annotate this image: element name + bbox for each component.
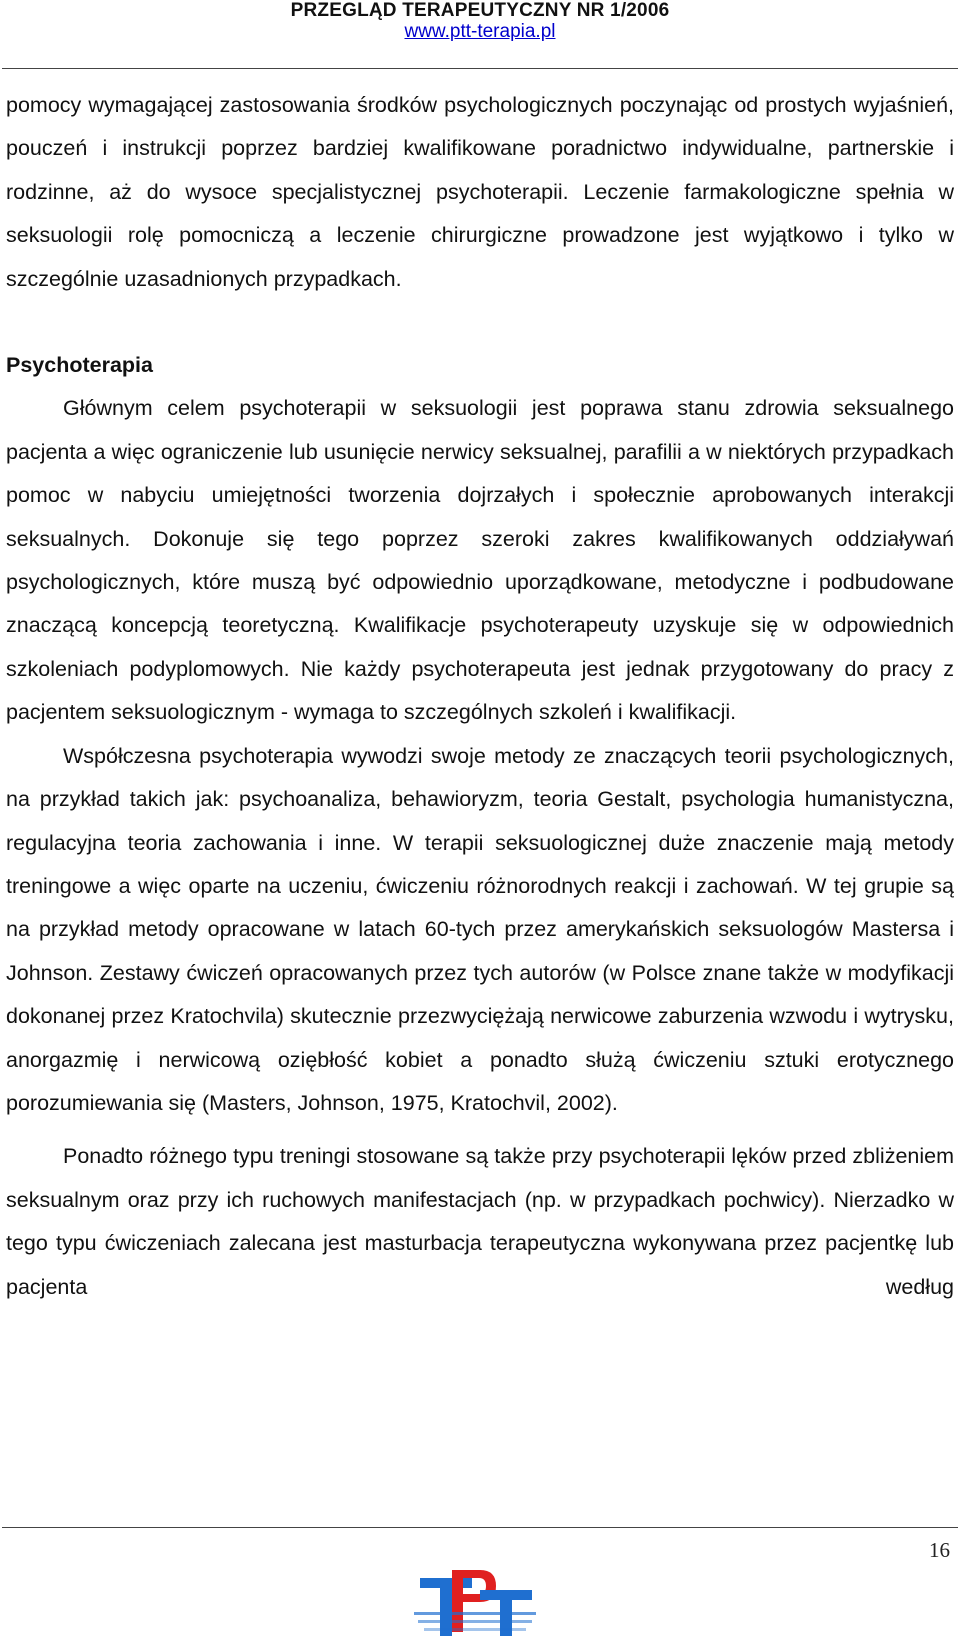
paragraph-goal: Głównym celem psychoterapii w seksuologii jest poprawa stanu zdrowia seksualnego pacjenta a więc ograniczenie lub usunięcie nerwicy seksualnej, parafilii a w niektórych przypadkach pomoc w nabyciu umiejętności tworzenia dojrzałych i społecznie aprobowanych interakcji seksualnych. Dokonuje się tego poprzez szeroki zakres kwalifikowanych oddziaływań psychologicznych, które muszą być odpowiednio uporządkowane, metodyczne i podbudowane znaczącą koncepcją teoretyczną. Kwalifikacje psychoterapeuty uzyskuje się w odpowiednich szkoleniach podyplomowych. Nie każdy psychoterapeuta jest jednak przygotowany do pracy z pacjentem seksuologicznym - wymaga to szczególnych szkoleń i kwalifikacji.	[6, 396, 954, 725]
journal-title: PRZEGLĄD TERAPEUTYCZNY NR 1/2006	[290, 0, 670, 21]
page-header	[0, 0, 960, 42]
paragraph-intro: pomocy wymagającej zastosowania środków psychologicznych poczynając od prostych wyjaśnień, pouczeń i instrukcji poprzez bardziej kwalifikowane poradnictwo indywidualne, partnerskie i rodzinne, aż do wysoce specjalistycznej psychoterapii. Leczenie farmakologiczne spełnia w seksuologii rolę pomocniczą a leczenie chirurgiczne prowadzone jest wyjątkowo i tylko w szczególnie uzasadnionych przypadkach.	[6, 93, 954, 291]
section-heading: Psychoterapia	[6, 353, 153, 378]
page-number: 16	[929, 1538, 950, 1562]
website-link[interactable]: www.ptt-terapia.pl	[404, 21, 556, 42]
header-divider	[2, 68, 958, 69]
paragraph-methods: Współczesna psychoterapia wywodzi swoje metody ze znaczących teorii psychologicznych, na przykład takich jak: psychoanaliza, behawioryzm, teoria Gestalt, psychologia humanistyczna, regulacyjna teoria zachowania i inne. W terapii seksuologicznej duże znaczenie mają metody treningowe a więc oparte na uczeniu, ćwiczeniu różnorodnych reakcji i zachowań. W tej grupie są na przykład metody opracowane w latach 60-tych przez amerykańskich seksuologów Mastersa i Johnson. Zestawy ćwiczeń opracowanych przez tych autorów (w Polsce znane także w modyfikacji dokonanej przez Kratochvila) skutecznie przezwyciężają nerwicowe zaburzenia wzwodu i wytrysku, anorgazmię i nerwicową oziębłość kobiet a ponadto służą ćwiczeniu sztuki erotycznego porozumiewania się (Masters, Johnson, 1975, Kratochvil, 2002).	[6, 743, 954, 1115]
article-body	[6, 84, 954, 1309]
footer-divider	[2, 1527, 958, 1528]
ptt-logo-icon	[410, 1568, 540, 1640]
paragraph-trainings: Ponadto różnego typu treningi stosowane są także przy psychoterapii lęków przed zbliżeniem seksualnym oraz przy ich ruchowych manifestacjach (np. w przypadkach pochwicy). Nierzadko w tego typu ćwiczeniach zalecana jest masturbacja terapeutyczna wykonywana przez pacjentkę lub pacjenta według	[6, 1144, 954, 1299]
